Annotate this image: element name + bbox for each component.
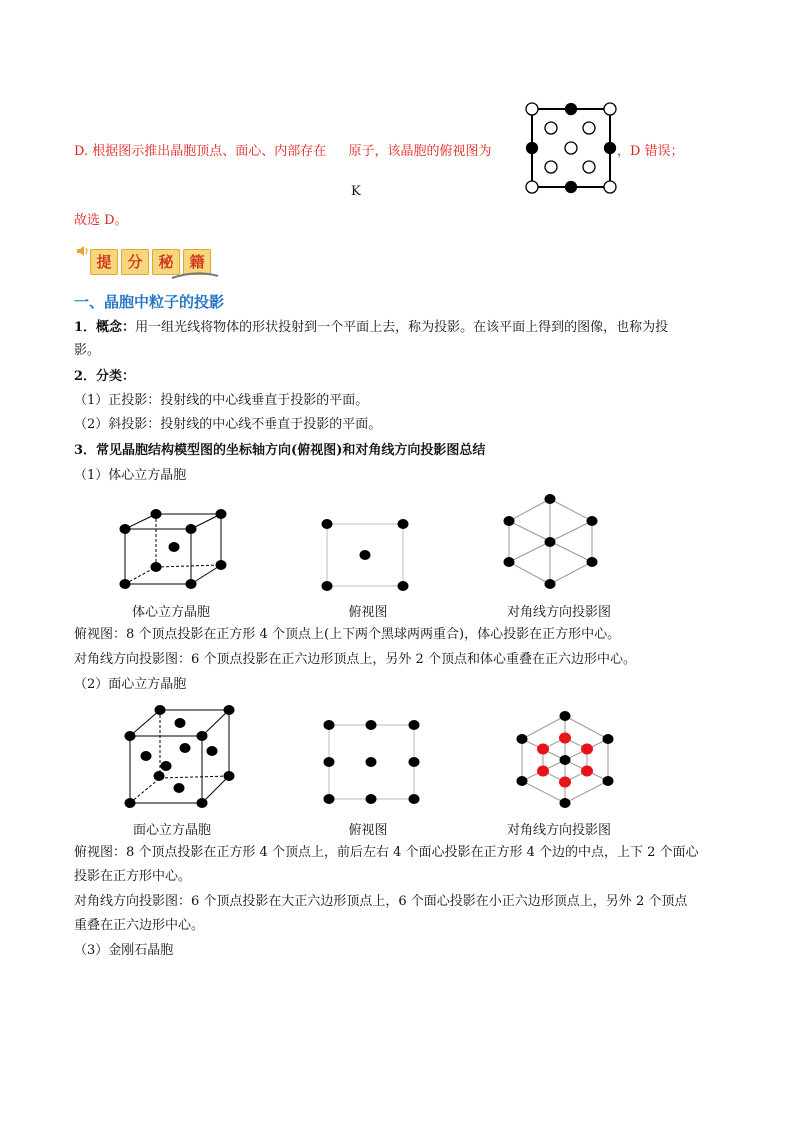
bcc-heading: （1）体心立方晶胞: [74, 468, 187, 483]
badge-char: 分: [121, 249, 149, 275]
paragraph-concept-cont: 影。: [74, 343, 101, 358]
fcc-caption-diagonal: 对角线方向投影图: [506, 823, 611, 838]
badge-underline: [172, 272, 220, 280]
atom-symbol: K: [351, 184, 361, 199]
badge-char: 秘: [152, 249, 180, 275]
fcc-desc-diagonal: 对角线方向投影图：6 个顶点投影在大正六边形顶点上，6 个面心投影在小正六边形顶点上，另外 2 个顶点: [74, 894, 688, 909]
fcc-heading: （2）面心立方晶胞: [74, 677, 187, 692]
option-d-part1: D. 根据图示推出晶胞顶点、面心、内部存在: [74, 144, 327, 159]
fcc-caption-topview: 俯视图: [348, 823, 388, 838]
fcc-desc-topview: 俯视图：8 个顶点投影在正方形 4 个顶点上，前后左右 4 个面心投影在正方形 4 个边的中点，上下 2 个面心: [74, 845, 699, 860]
classification-item-2: （2）斜投影：投射线的中心线不垂直于投影的平面。: [74, 417, 382, 432]
fcc-diagonal-projection-diagram: [514, 708, 624, 808]
paragraph-classification: 2．分类：: [74, 369, 136, 384]
badge-char: 籍: [183, 249, 211, 275]
paragraph-summary: 3．常见晶胞结构模型图的坐标轴方向(俯视图)和对角线方向投影图总结: [74, 443, 486, 458]
fcc-cell-diagram: [122, 700, 242, 810]
bcc-caption-cell: 体心立方晶胞: [131, 605, 210, 620]
paragraph-concept: 1．概念：用一组光线将物体的形状投射到一个平面上去，称为投影。在该平面上得到的图像，也称为投: [74, 320, 669, 335]
bcc-desc-diagonal: 对角线方向投影图：6 个顶点投影在正六边形顶点上，另外 2 个顶点和体心重叠在正六边形中心。: [74, 652, 636, 667]
fcc-caption-cell: 面心立方晶胞: [132, 823, 211, 838]
classification-item-1: （1）正投影：投射线的中心线垂直于投影的平面。: [74, 393, 369, 408]
bcc-desc-topview: 俯视图：8 个顶点投影在正方形 4 个顶点上(上下两个黑球两两重合)，体心投影在正方形中心。: [74, 627, 621, 642]
section-title: 一、晶胞中粒子的投影: [74, 293, 225, 311]
diamond-heading: （3）金刚石晶胞: [74, 943, 174, 958]
fcc-desc-diagonal-cont: 重叠在正六边形中心。: [74, 918, 205, 933]
bcc-diagonal-projection-diagram: [503, 492, 603, 592]
option-d-conclusion: ，D 错误；: [617, 144, 684, 159]
answer-text: 故选 D。: [74, 213, 128, 228]
bcc-caption-topview: 俯视图: [348, 605, 388, 620]
option-d-text: [74, 143, 492, 161]
bcc-topview-diagram: [320, 518, 412, 592]
badge-char: 提: [90, 249, 118, 275]
bcc-caption-diagonal: 对角线方向投影图: [506, 605, 611, 620]
fcc-desc-topview-cont: 投影在正方形中心。: [74, 869, 192, 884]
fcc-topview-diagram: [322, 718, 422, 808]
bcc-cell-diagram: [118, 505, 238, 595]
speaker-icon: [76, 242, 90, 261]
option-d-part2: 原子，该晶胞的俯视图为: [348, 144, 492, 159]
option-d-topview-diagram: [524, 103, 616, 193]
